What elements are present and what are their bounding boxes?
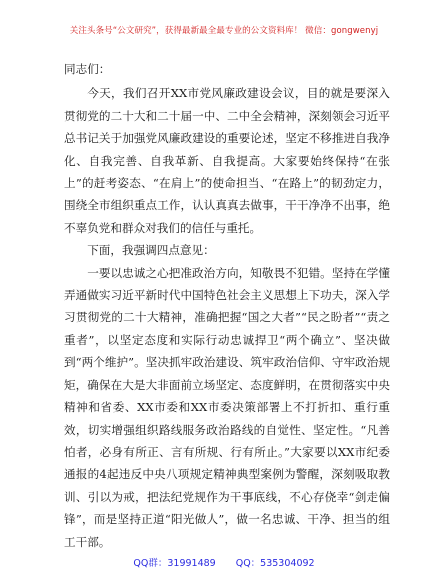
qq-text: QQ：535304092 <box>235 558 315 569</box>
page-footer <box>0 555 448 569</box>
page-header-notice: 关注头条号“公文研究”，获得最新最全最专业的公文资料库！ 微信：gongwenyj <box>69 26 379 36</box>
qq-group-text: QQ群：31991489 <box>133 558 216 569</box>
salutation: 同志们： <box>64 62 111 76</box>
document-body <box>64 58 390 553</box>
paragraph-intro: 今天，我们召开XX市党风廉政建设会议，目的就是要深入贯彻党的二十大和二十届一中、二中全会精神，深刻领会习近平总书记关于加强党风廉政建设的重要论述，坚定不移推进自我净化、自我完善、自我革新、自我提高。大家要始终保持“在张上”的赶考姿态、“在肩上”的使命担当、“在路上”的韧劲定力，围绕全市组织重点工作，认认真真去做事，干干净净不出事，绝不辜负党和群众对我们的信任与重托。 <box>64 86 390 235</box>
paragraph-point-one: 一要以忠诚之心把准政治方向，知敬畏不犯错。坚持在学懂弄通做实习近平新时代中国特色社会主义思想上下功夫，深入学习贯彻党的二十大精神，准确把握“国之大者”“民之盼者”“责之重者”，以坚定态度和实际行动忠诚捍卫“两个确立”、坚决做到“两个维护”。坚决抓牢政治建设、筑牢政治信仰、守牢政治规矩，确保在大是大非面前立场坚定、态度鲜明，在贯彻落实中央精神和省委、XX市委和XX市委决策部署上不打折扣、重行重效，切实增强组织路线服务政治路线的自觉性、坚定性。“凡善怕者，必身有所正、言有所规、行有所止。”大家要以XX市纪委通报的4起违反中央八项规定精神典型案例为警醒，深刻吸取教训、引以为戒，把法纪党规作为干事底线，不心存侥幸“剑走偏锋”，而是坚持正道“阳光做人”，做一名忠诚、干净、担当的组工干部。 <box>64 265 390 549</box>
paragraph-transition: 下面，我强调四点意见： <box>87 243 215 258</box>
